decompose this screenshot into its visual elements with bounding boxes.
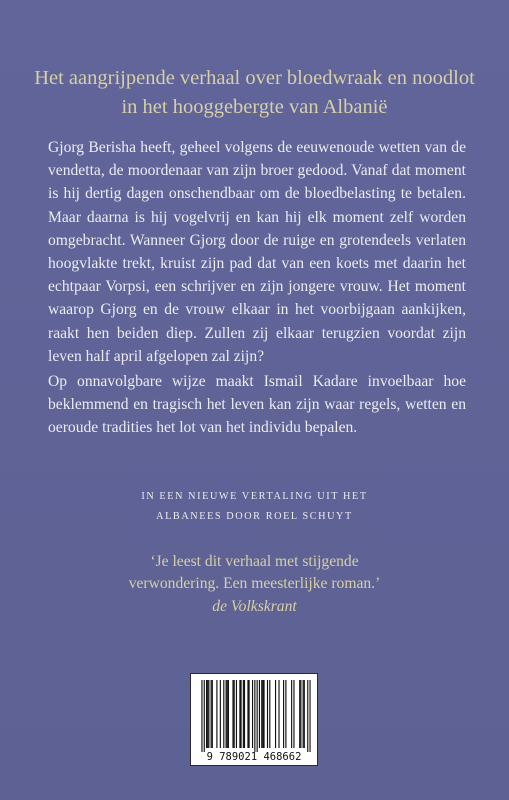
barcode-bar [299, 680, 300, 748]
barcode-bar [211, 680, 212, 748]
barcode-bar [234, 680, 235, 748]
barcode-bar [226, 680, 227, 748]
barcode-bar [220, 680, 221, 748]
barcode-bar [247, 680, 248, 748]
barcode-graphic [191, 674, 317, 765]
barcode-bar [206, 680, 207, 748]
blurb-paragraph: Gjorg Berisha heeft, geheel volgens de eeuwenoude wetten van de vendetta, de moordenaar van zijn broer gedood. Vanaf dat moment is hij dertig dagen onschendbaar om de bloedbelasting te betalen. Maar daarna is hij vogelvrij en kan hij elk moment zelf worden omgebracht. Wanneer Gjorg door de ruige en grotendeels verlaten hoogvlakte trekt, kruist zijn pad dat van een koets met daarin het echtpaar Vorpsi, een schrijver en zijn jongere vrouw. Het moment waarop Gjorg en de vrouw elkaar in het voorbijgaan aankijken, raakt hen beiden diep. Zullen zij elkaar terugzien voordat zijn leven half april afgelopen zal zijn? [48, 139, 466, 365]
barcode-bar [291, 680, 292, 748]
barcode-bar [228, 680, 229, 748]
barcode-bar [307, 680, 308, 752]
barcode-bar [283, 680, 284, 748]
barcode-bar [262, 680, 263, 748]
barcode-bar [227, 680, 228, 748]
barcode-bar [254, 680, 255, 752]
barcode-bar [232, 680, 233, 748]
barcode-bar [263, 680, 264, 748]
barcode-bar [269, 680, 270, 748]
blurb-paragraph: Op onnavolgbare wijze maakt Ismail Kadare invoelbaar hoe beklemmend en tragisch het leven kan zijn waar regels, wetten en oeroude tradities het lot van het individu bepalen. [48, 373, 466, 437]
barcode-bar [275, 680, 276, 748]
translation-credit [40, 487, 469, 527]
barcode-bar [285, 680, 286, 748]
barcode-bar [303, 680, 304, 748]
barcode-bar [261, 680, 262, 748]
barcode-bar [300, 680, 301, 748]
barcode-digits: 9 789021 468662 [206, 751, 302, 763]
barcode-bar [240, 680, 241, 748]
barcode-bar [223, 680, 224, 748]
barcode-bar [201, 680, 202, 752]
translation-credit-line: IN EEN NIEUWE VERTALING UIT HET [141, 491, 368, 502]
barcode-bar [249, 680, 250, 748]
barcode-bar [309, 680, 310, 752]
review-source: de Volkskrant [212, 597, 297, 615]
barcode-bar [208, 680, 209, 748]
review-quote-line: verwondering. Een meesterlijke roman.’ [128, 575, 381, 593]
barcode-bar [293, 680, 294, 748]
barcode-bar [216, 680, 217, 748]
barcode-bar [252, 680, 253, 748]
barcode-bar [239, 680, 240, 748]
blurb [48, 136, 466, 440]
barcode-bar [243, 680, 244, 748]
barcode-bar [244, 680, 245, 748]
tagline: Het aangrijpende verhaal over bloedwraak en noodlot in het hooggebergte van Albanië [34, 67, 475, 118]
barcode [190, 673, 318, 766]
barcode-bar [267, 680, 268, 748]
barcode-bar [212, 680, 213, 748]
barcode-bar [236, 680, 237, 748]
review-quote-line: ‘Je leest dit verhaal met stijgende [150, 553, 359, 570]
barcode-bars [201, 680, 310, 752]
barcode-bar [259, 680, 260, 748]
translation-credit-line: ALBANEES DOOR ROEL SCHUYT [156, 511, 353, 522]
barcode-bar [204, 680, 205, 752]
barcode-bar [257, 680, 258, 752]
barcode-bar [207, 680, 208, 748]
barcode-bar [278, 680, 279, 748]
barcode-bar [304, 680, 305, 748]
review-quote [40, 551, 469, 618]
